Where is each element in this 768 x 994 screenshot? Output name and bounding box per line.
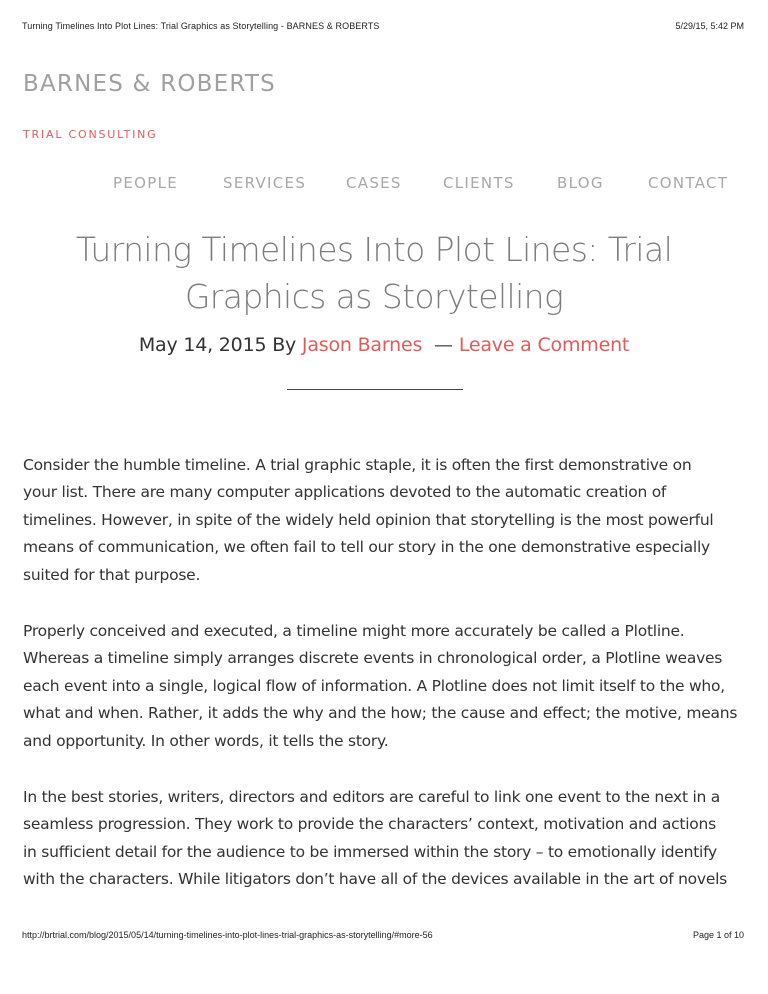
paragraph-line: means of communication, we often fail to tell our story in the one demonstrative especially [23,538,710,557]
site-title-link[interactable]: BARNES & ROBERTS [23,71,276,97]
print-header [22,21,744,35]
meta-separator: — [434,334,453,356]
print-footer-url: http://brtrial.com/blog/2015/05/14/turning-timelines-into-plot-lines-trial-graphics-as-storytelling/#more-56 [22,930,433,940]
nav-item-clients[interactable]: CLIENTS [443,174,515,192]
paragraph-line: Properly conceived and executed, a timeline might more accurately be called a Plotline. [23,622,685,641]
paragraph-line: each event into a single, logical flow of information. A Plotline does not limit itself to the who, [23,676,725,695]
paragraph [23,452,743,589]
post-date: May 14, 2015 [138,334,267,356]
post-content [23,452,743,923]
leave-comment-link[interactable]: Leave a Comment [458,334,630,356]
print-header-title: Turning Timelines Into Plot Lines: Trial Graphics as Storytelling - BARNES & ROBERTS [22,21,380,31]
nav-item-people[interactable]: PEOPLE [113,174,179,192]
paragraph-line: what and when. Rather, it adds the why and the how; the cause and effect; the motive, means [23,704,738,723]
nav-item-services[interactable]: SERVICES [223,174,307,192]
post-title-line-1: Turning Timelines Into Plot Lines: Trial [75,230,673,269]
paragraph-line: seamless progression. They work to provide the characters’ context, motivation and actions [23,815,716,834]
paragraph-line: In the best stories, writers, directors and editors are careful to link one event to the next in a [23,788,721,807]
author-link[interactable]: Jason Barnes [301,334,423,356]
post-title-line-2: Graphics as Storytelling [184,277,564,316]
site-description: TRIAL CONSULTING [23,128,158,141]
post-title [40,226,708,320]
paragraph-line: your list. There are many computer applications devoted to the automatic creation of [23,483,667,502]
paragraph-line: in sufficient detail for the audience to be immersed within the story – to emotionally identify [23,842,717,861]
paragraph-line: with the characters. While litigators don’t have all of the devices available in the art of novels [23,870,727,889]
print-footer-page-number: Page 1 of 10 [692,930,744,940]
paragraph-line: timelines. However, in spite of the widely held opinion that storytelling is the most powerful [23,510,714,529]
paragraph-line: Whereas a timeline simply arranges discrete events in chronological order, a Plotline weaves [23,649,723,668]
nav-item-contact[interactable]: CONTACT [648,174,729,192]
post-meta [0,334,768,356]
print-footer [22,930,744,942]
paragraph-line: and opportunity. In other words, it tells the story. [23,731,389,750]
paragraph [23,618,743,755]
post-by-label: By [272,334,297,356]
meta-divider [287,389,463,390]
nav-item-blog[interactable]: BLOG [557,174,604,192]
paragraph-line: Consider the humble timeline. A trial graphic staple, it is often the first demonstrative on [23,456,692,474]
nav-item-cases[interactable]: CASES [346,174,402,192]
print-header-datetime: 5/29/15, 5:42 PM [675,21,744,31]
main-navigation [0,174,768,196]
paragraph-line: suited for that purpose. [23,565,201,584]
paragraph [23,784,743,894]
